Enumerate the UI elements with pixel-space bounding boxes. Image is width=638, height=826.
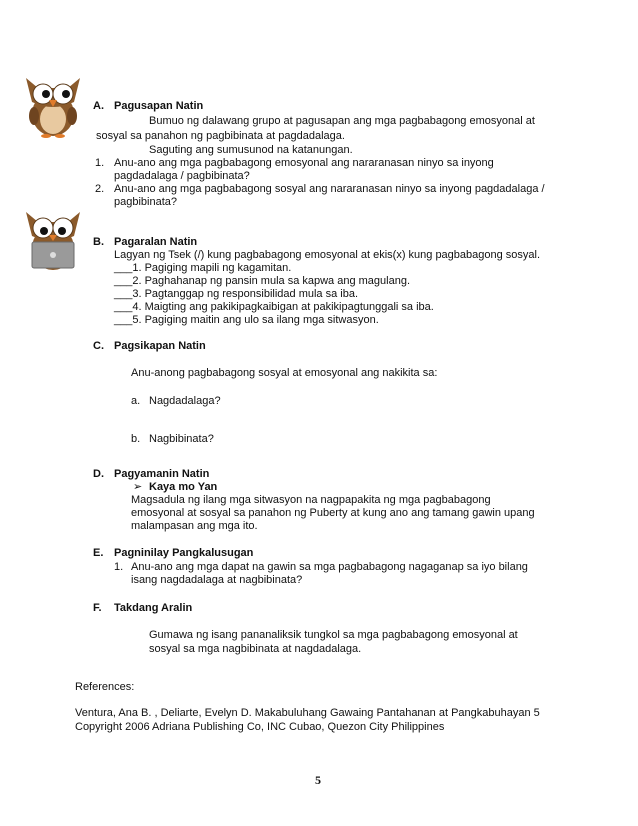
references-line1: Ventura, Ana B. , Deliarte, Evelyn D. Makabuluhang Gawaing Pantahanan at Pangkabuhayan 5	[75, 707, 540, 719]
section-e-letter: E.	[93, 547, 104, 559]
section-c-b-label: b.	[131, 433, 141, 445]
section-b-item-1: ___1. Pagiging mapili ng kagamitan.	[114, 262, 292, 274]
section-f-letter: F.	[93, 602, 102, 614]
section-e-q1-line2: isang nagdadalaga at nagbibinata?	[131, 574, 303, 586]
section-c-heading: Pagsikapan Natin	[114, 340, 206, 352]
section-d-heading: Pagyamanin Natin	[114, 468, 210, 480]
section-c-a-label: a.	[131, 395, 141, 407]
section-d-line3: malampasan ang mga ito.	[131, 520, 258, 532]
section-c-b-text: Nagbibinata?	[149, 433, 214, 445]
section-a-q2-line2: pagbibinata?	[114, 196, 178, 208]
section-d-line1: Magsadula ng ilang mga sitwasyon na nagpapakita ng mga pagbabagong	[131, 494, 491, 506]
section-c-prompt: Anu-anong pagbabagong sosyal at emosyonal ang nakikita sa:	[131, 367, 438, 379]
owl-thinking-icon	[22, 70, 84, 138]
section-a-q2-number: 2.	[95, 183, 105, 195]
section-c-letter: C.	[93, 340, 104, 352]
section-a-q1-number: 1.	[95, 157, 105, 169]
section-b-instruction: Lagyan ng Tsek (/) kung pagbabagong emosyonal at ekis(x) kung pagbabagong sosyal.	[114, 249, 541, 261]
section-a-letter: A.	[93, 100, 104, 112]
section-a-para1-line1: Bumuo ng dalawang grupo at pagusapan ang mga pagbabagong emosyonal at	[149, 115, 535, 127]
section-e-heading: Pagninilay Pangkalusugan	[114, 547, 254, 559]
section-b-heading: Pagaralan Natin	[114, 236, 198, 248]
section-f-line1: Gumawa ng isang pananaliksik tungkol sa mga pagbabagong emosyonal at	[149, 629, 518, 641]
section-e-q1-number: 1.	[114, 561, 124, 573]
section-b-item-4: ___4. Maigting ang pakikipagkaibigan at pakikipagtunggali sa iba.	[114, 301, 434, 313]
section-f-heading: Takdang Aralin	[114, 602, 193, 614]
section-c-a-text: Nagdadalaga?	[149, 395, 221, 407]
section-b-letter: B.	[93, 236, 104, 248]
section-d-line2: emosyonal at sosyal sa panahon ng Puberty at kung ano ang tamang gawin upang	[131, 507, 535, 519]
section-b-item-2: ___2. Paghahanap ng pansin mula sa kapwa ang magulang.	[114, 275, 411, 287]
page-number: 5	[315, 773, 321, 787]
section-d-bullet-icon: ➢	[133, 481, 143, 493]
section-a-heading: Pagusapan Natin	[114, 100, 204, 112]
section-a-para2: Saguting ang sumusunod na katanungan.	[149, 144, 353, 156]
references-line2: Copyright 2006 Adriana Publishing Co, INC Cubao, Quezon City Philippines	[75, 721, 445, 733]
owl-laptop-icon	[22, 204, 84, 272]
section-d-subheading: Kaya mo Yan	[149, 481, 218, 493]
section-a-para1-line2: sosyal sa panahon ng pagbibinata at pagdadalaga.	[96, 130, 345, 142]
section-a-q2-line1: Anu-ano ang mga pagbabagong sosyal ang nararanasan ninyo sa inyong pagdadalaga /	[114, 183, 545, 195]
section-f-line2: sosyal sa mga nagbibinata at nagdadalaga.	[149, 643, 362, 655]
section-a-q1-line1: Anu-ano ang mga pagbabagong emosyonal ang nararanasan ninyo sa inyong	[114, 157, 494, 169]
section-d-letter: D.	[93, 468, 104, 480]
references-label: References:	[75, 681, 135, 693]
section-b-item-5: ___5. Pagiging maitin ang ulo sa ilang mga sitwasyon.	[114, 314, 379, 326]
section-b-item-3: ___3. Pagtanggap ng responsibilidad mula sa iba.	[114, 288, 359, 300]
section-a-q1-line2: pagdadalaga / pagbibinata?	[114, 170, 250, 182]
section-e-q1-line1: Anu-ano ang mga dapat na gawin sa mga pagbabagong nagaganap sa iyo bilang	[131, 561, 528, 573]
